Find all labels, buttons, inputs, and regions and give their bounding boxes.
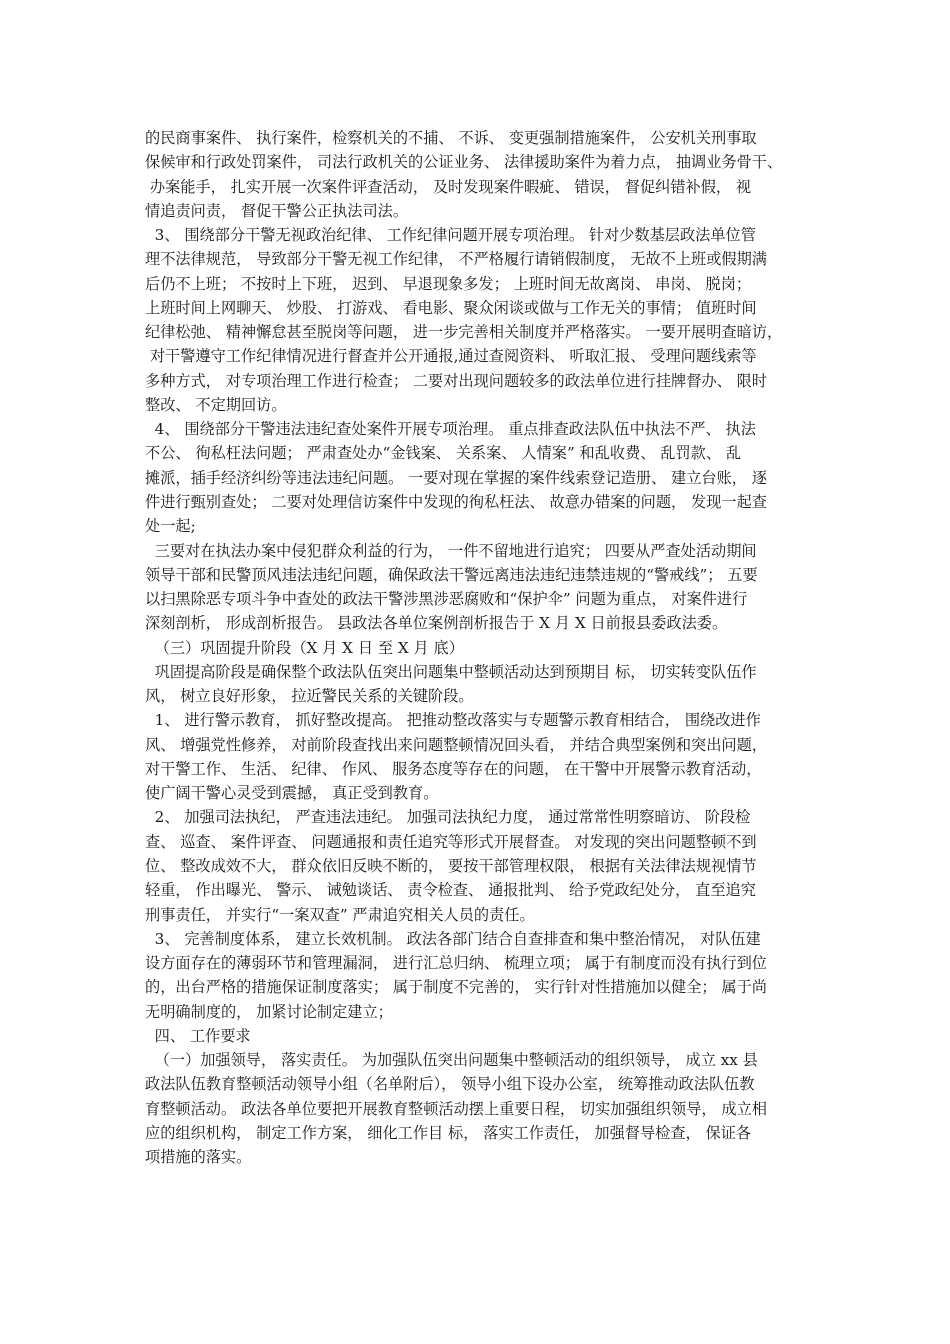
text-line: 四、 工作要求	[145, 1026, 251, 1045]
text-line: 政法队伍教育整顿活动领导小组（名单附后）， 领导小组下设办公室， 统筹推动政法队伍教	[145, 1075, 755, 1094]
text-line: 刑事责任， 并实行“一案双查” 严肃追究相关人员的责任。	[145, 905, 535, 924]
text-line: 无明确制度的， 加紧讨论制定建立；	[145, 1002, 393, 1021]
text-line: 领导干部和民警顶风违法违纪问题，确保政法干警远离违法违纪违禁违规的“警戒线”； 五要	[145, 565, 758, 584]
text-line: 处一起;	[145, 517, 196, 536]
text-line: 位、 整改成效不大， 群众依旧反映不断的， 要按干部管理权限， 根据有关法律法规视情节	[145, 856, 757, 875]
text-line: 设方面存在的薄弱环节和管理漏洞， 进行汇总归纳、 梳理立项； 属于有制度而没有执行到位	[145, 954, 767, 973]
text-line: 4、 围绕部分干警违法违纪查处案件开展专项治理。 重点排查政法队伍中执法不严、 执法	[145, 420, 756, 439]
text-line: 风， 树立良好形象， 拉近警民关系的关键阶段。	[145, 687, 474, 706]
text-line: 件进行甄别查处； 二要对处理信访案件中发现的徇私枉法、 故意办错案的问题， 发现一起查	[145, 492, 767, 511]
text-line: 不公、 徇私枉法问题； 严肃查处办“金钱案、 关系案、 人情案” 和乱收费、 乱罚款、 乱	[145, 444, 742, 463]
text-line: 巩固提高阶段是确保整个政法队伍突出问题集中整顿活动达到预期目 标， 切实转变队伍作	[145, 662, 757, 681]
document-body	[145, 126, 815, 1169]
text-line: 整改、 不定期回访。	[145, 395, 287, 414]
text-line: 轻重， 作出曝光、 警示、 诫勉谈话、 责令检查、 通报批判、 给予党政纪处分， 直至追究	[145, 881, 756, 900]
text-line: 以扫黑除恶专项斗争中查处的政法干警涉黑涉恶腐败和“保护伞” 问题为重点， 对案件进行	[145, 590, 748, 609]
text-line: 的，出台严格的措施保证制度落实； 属于制度不完善的， 实行针对性措施加以健全； 属于尚	[145, 978, 767, 997]
text-line: 使广阔干警心灵受到震撼， 真正受到教育。	[145, 784, 439, 803]
text-line: 3、 完善制度体系， 建立长效机制。 政法各部门结合自查排查和集中整治情况， 对队伍建	[145, 929, 761, 948]
text-line: 保候审和行政处罚案件， 司法行政机关的公证业务、 法律援助案件为着力点， 抽调业务骨干、	[145, 153, 783, 172]
text-line: 三要对在执法办案中侵犯群众利益的行为， 一件不留地进行追究； 四要从严查处活动期间	[145, 541, 757, 560]
text-line: 应的组织机构， 制定工作方案， 细化工作目 标， 落实工作责任， 加强督导检查， 保证各	[145, 1123, 752, 1142]
text-line: 1、 进行警示教育， 抓好整改提高。 把推动整改落实与专题警示教育相结合， 围绕改进作	[145, 711, 761, 730]
text-line: 查、 巡查、 案件评查、 问题通报和责任追究等形式开展督查。 对发现的突出问题整顿不到	[145, 832, 757, 851]
text-line: 的民商事案件、 执行案件，检察机关的不捕、 不诉、 变更强制措施案件， 公安机关刑事取	[145, 129, 757, 147]
text-line: 育整顿活动。 政法各单位要把开展教育整顿活动摆上重要日程， 切实加强组织领导， 成立相	[145, 1099, 767, 1118]
text-line: 后仍不上班； 不按时上下班， 迟到、 早退现象多发； 上班时间无故离岗、 串岗、 脱岗；	[145, 274, 752, 293]
text-line: 摊派，插手经济纠纷等违法违纪问题。 一要对现在掌握的案件线索登记造册、 建立台账， 逐	[145, 468, 767, 487]
text-line: （一）加强领导， 落实责任。 为加强队伍突出问题集中整顿活动的组织领导， 成立 xx 县	[145, 1051, 758, 1070]
text-line: 纪律松弛、 精神懈怠甚至脱岗等问题， 进一步完善相关制度并严格落实。 一要开展明查暗访，	[145, 323, 783, 342]
text-line: 办案能手， 扎实开展一次案件评查活动， 及时发现案件暇疵、 错误， 督促纠错补假， 视	[145, 177, 752, 196]
text-line: 2、 加强司法执纪， 严查违法违纪。 加强司法执纪力度， 通过常常性明察暗访、 阶段检	[145, 808, 751, 827]
text-line: 项措施的落实。	[145, 1148, 252, 1167]
text-line: 上班时间上网聊天、 炒股、 打游戏、 看电影、聚众闲谈或做与工作无关的事情； 值班时间	[145, 298, 757, 317]
text-line: 理不法律规范， 导致部分干警无视工作纪律， 不严格履行请销假制度， 无故不上班或假期满	[145, 250, 767, 269]
text-line: （三）巩固提升阶段（X 月 X 日 至 X 月 底）	[145, 638, 464, 657]
text-line: 3、 围绕部分干警无视政治纪律、 工作纪律问题开展专项治理。 针对少数基层政法单位管	[145, 226, 756, 245]
text-line: 对干警遵守工作纪律情况进行督查并公开通报,通过查阅资料、 听取汇报、 受理问题线索等	[145, 347, 757, 366]
text-line: 对干警工作、 生活、 纪律、 作风、 服务态度等存在的问题， 在干警中开展警示教育活动，	[145, 759, 762, 778]
text-line: 深刻剖析， 形成剖析报告。 县政法各单位案例剖析报告于 X 月 X 日前报县委政法委。	[145, 614, 728, 633]
text-line: 风、 增强党性修养， 对前阶段查找出来问题整顿情况回头看， 并结合典型案例和突出问题，	[145, 735, 767, 754]
text-line: 多种方式， 对专项治理工作进行检查； 二要对出现问题较多的政法单位进行挂牌督办、 限时	[145, 371, 767, 390]
text-line: 情追责问责， 督促干警公正执法司法。	[145, 201, 409, 220]
